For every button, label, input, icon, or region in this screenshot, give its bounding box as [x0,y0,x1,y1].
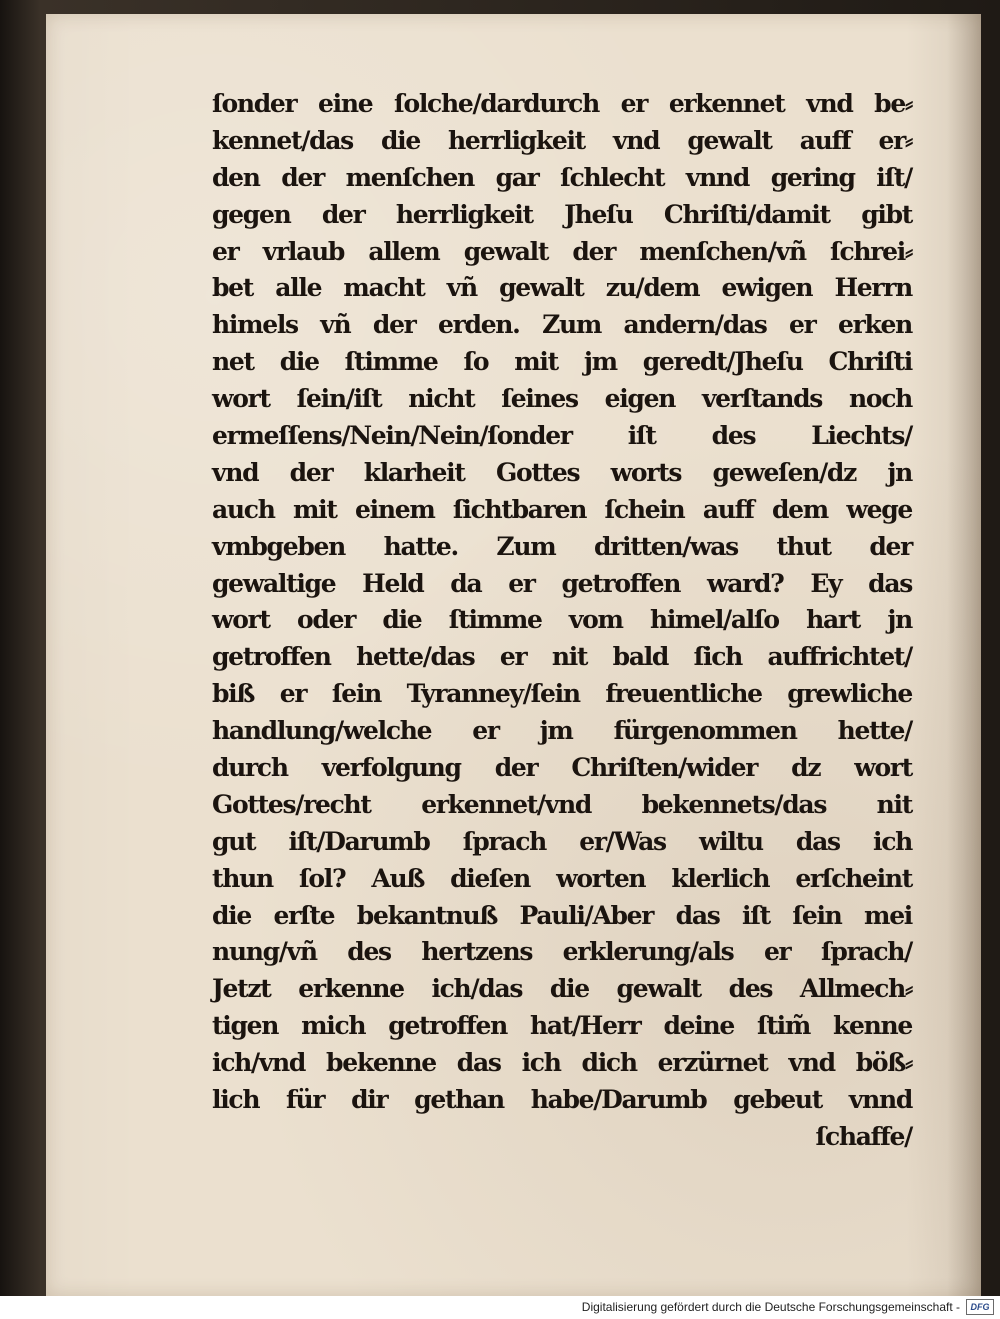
page-text-block [212,86,912,1156]
text-line: auch mit einem ſichtbaren ſchein auff dem wege [212,494,912,524]
text-line: gegen der herrligkeit Jheſu Chriſti/damit gibt [212,199,912,229]
text-line: handlung/welche er jm fürgenommen hette/ [212,716,912,746]
text-line: himels vñ der erden. Zum andern/das er erken [212,310,912,340]
text-line: vmbgeben hatte. Zum dritten/was thut der [212,531,912,561]
text-line: wort ſein/iſt nicht ſeines eigen verſtands noch [212,384,912,414]
text-line: Gottes/recht erkennet/vnd bekennets/das nit [212,789,912,819]
funding-credit: Digitalisierung gefördert durch die Deutsche Forschungsgemeinschaft - [581,1300,960,1314]
text-line: nung/vñ des hertzens erklerung/als er ſprach/ [212,937,912,967]
text-line: ermeſſens/Nein/Nein/ſonder iſt des Liechts/ [212,421,912,451]
text-line: lich für dir gethan habe/Darumb gebeut vnnd [212,1085,912,1115]
text-line: vnd der klarheit Gottes worts geweſen/dz jn [212,457,912,487]
text-line: net die ſtimme ſo mit jm geredt/Jheſu Chriſti [212,347,912,377]
text-line: kennet/das die herrligkeit vnd gewalt auff er⸗ [212,125,912,155]
text-line: die erſte bekantnuß Pauli/Aber das iſt ſein mei [212,900,912,930]
text-line: getroffen hette/das er nit bald ſich auffrichtet/ [212,642,912,672]
text-line: er vrlaub allem gewalt der menſchen/vñ ſchrei⸗ [212,236,912,266]
catchword: ſchaffe/ [815,1121,912,1151]
text-line: ich/vnd bekenne das ich dich erzürnet vnd böß⸗ [212,1048,912,1078]
text-line: wort oder die ſtimme vom himel/alſo hart jn [212,605,912,635]
text-line: tigen mich getroffen hat/Herr deine ſtim̃ kenne [212,1011,912,1041]
footer-bar [0,1296,1000,1319]
text-line: gewaltige Held da er getroffen ward? Ey das [212,568,912,598]
text-line: durch verfolgung der Chriſten/wider dz wort [212,753,912,783]
text-line: gut iſt/Darumb ſprach er/Was wiltu das ich [212,826,912,856]
text-line: bet alle macht vñ gewalt zu/dem ewigen Herrn [212,273,912,303]
text-line: Jetzt erkenne ich/das die gewalt des Allmech⸗ [212,974,912,1004]
text-line: ſonder eine ſolche/dardurch er erkennet vnd be⸗ [212,89,912,118]
dfg-logo-icon: DFG [966,1299,994,1315]
text-line: biß er ſein Tyranney/ſein freuentliche grewliche [212,679,912,709]
page-gutter-shadow [947,14,981,1296]
text-line: den der menſchen gar ſchlecht vnnd gering iſt/ [212,162,912,192]
text-line: thun ſol? Auß dieſen worten klerlich erſcheint [212,863,912,893]
